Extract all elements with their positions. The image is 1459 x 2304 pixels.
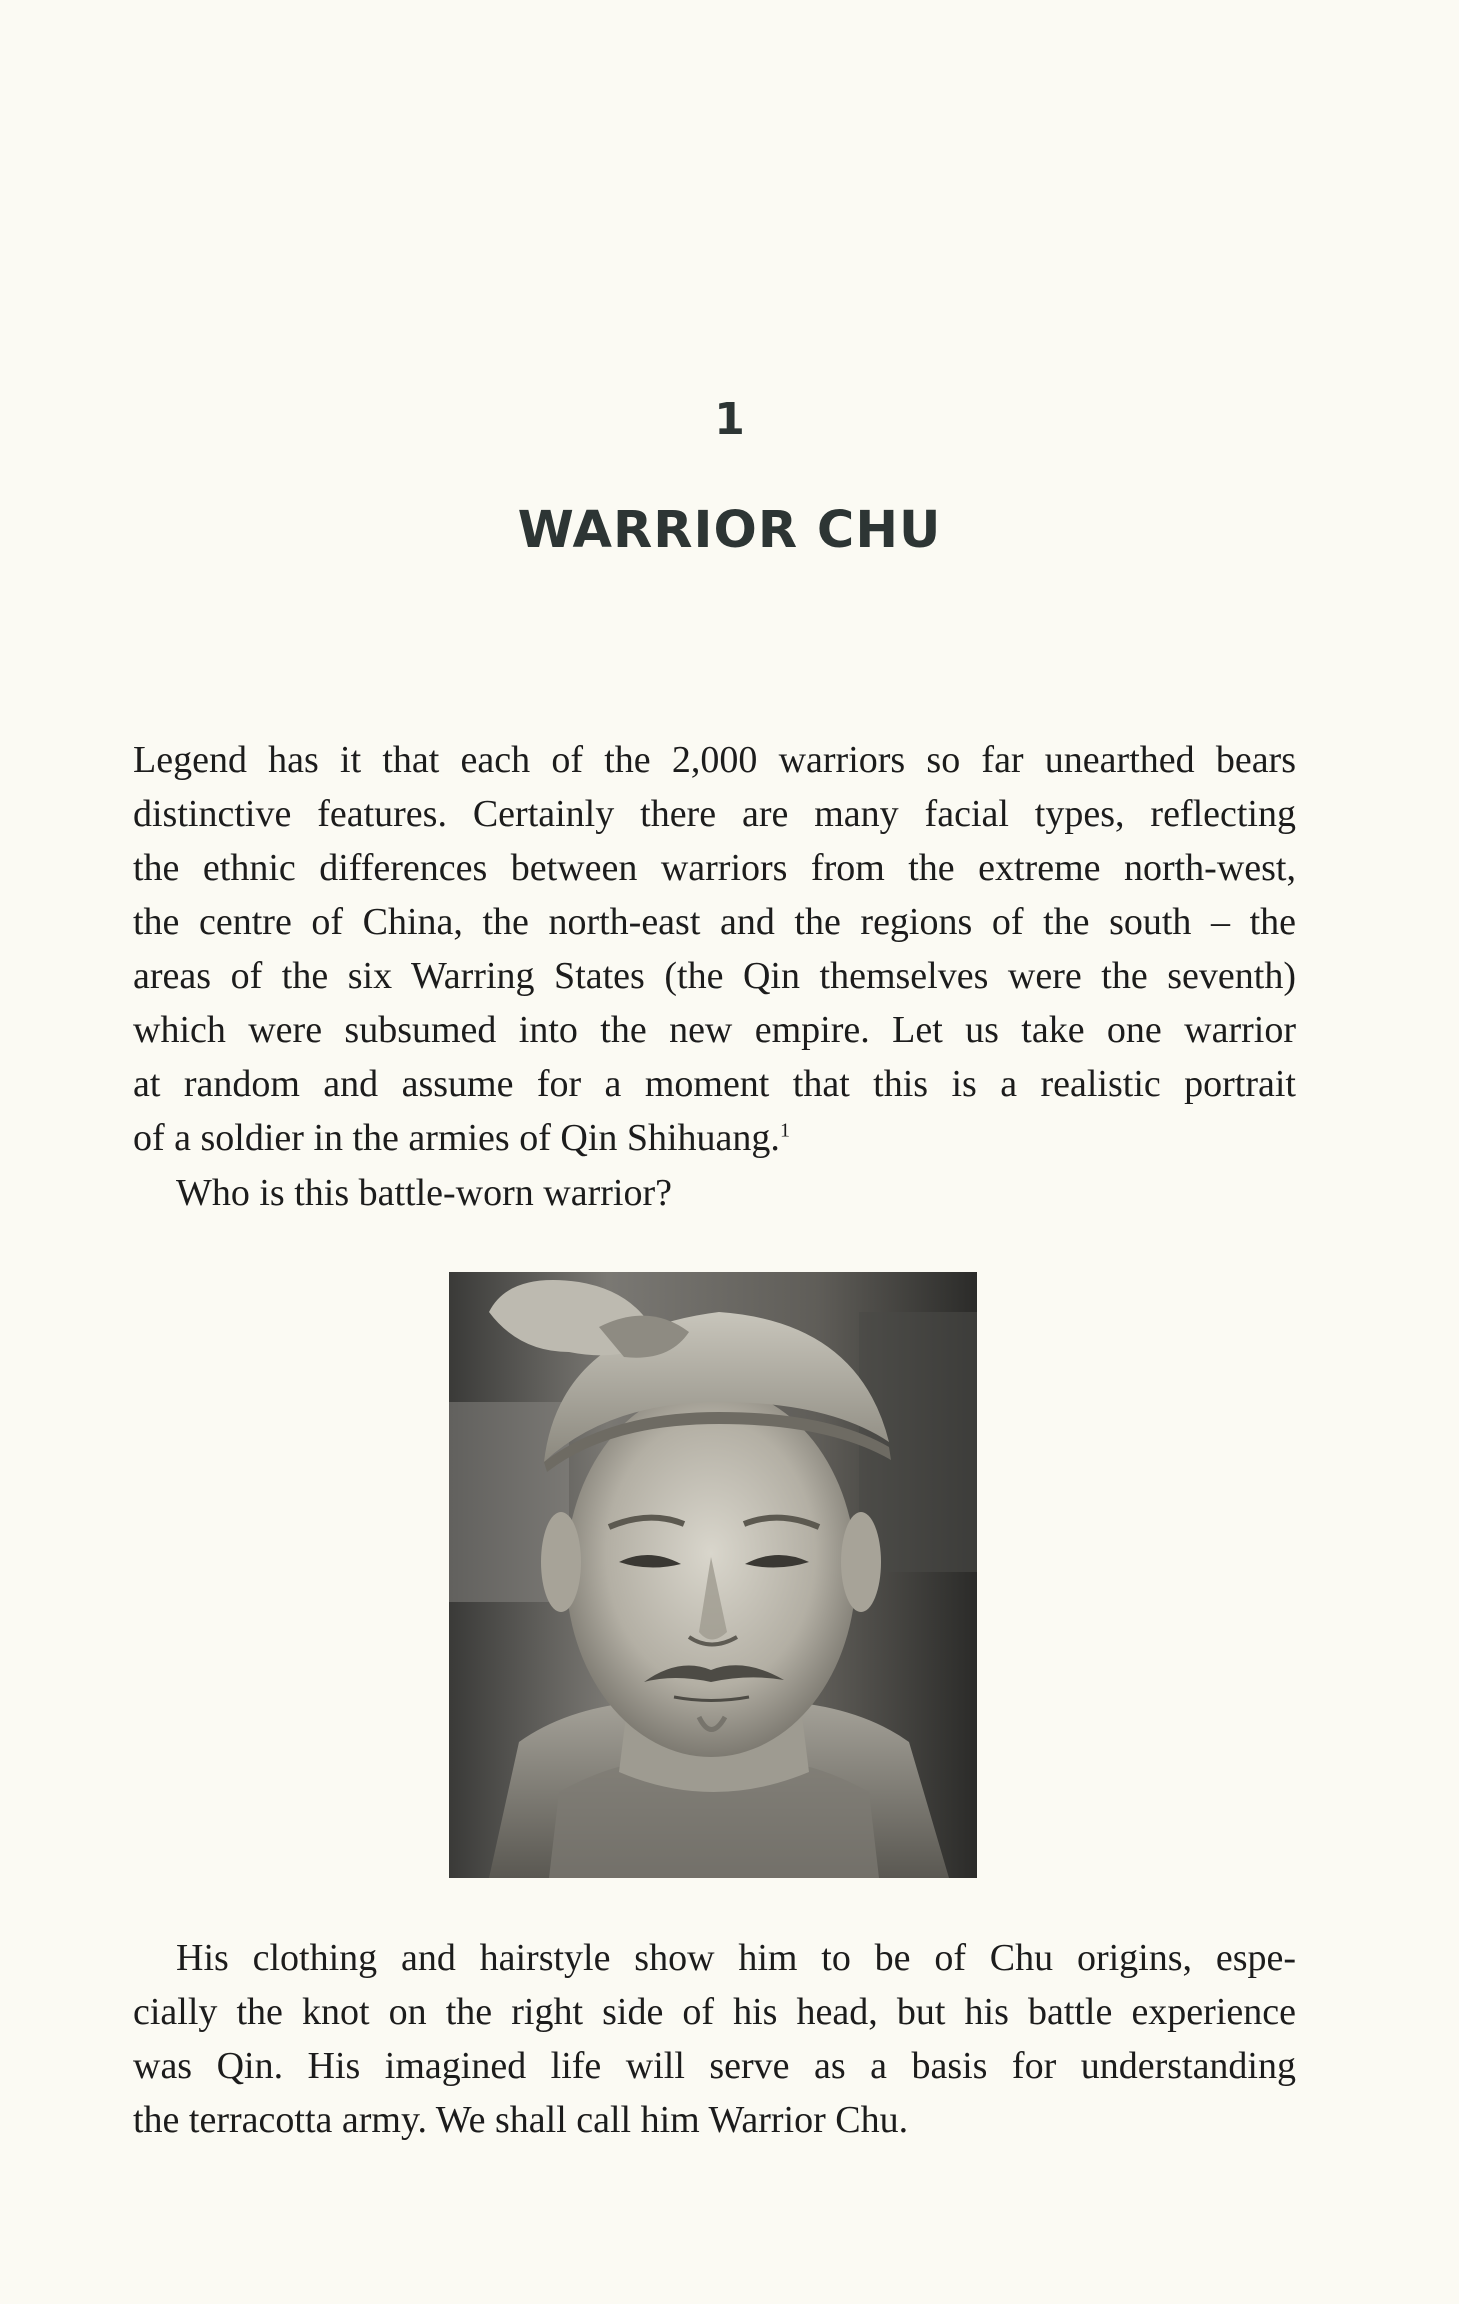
text-line-content: of a soldier in the armies of Qin Shihuang. — [133, 1117, 780, 1159]
text-line: Legend has it that each of the 2,000 warriors so far unearthed bears — [133, 739, 1296, 781]
text-line: at random and assume for a moment that this is a realistic portrait — [133, 1063, 1296, 1105]
text-line: areas of the six Warring States (the Qin themselves were the seventh) — [133, 955, 1296, 997]
text-line: the ethnic differences between warriors from the extreme north-west, — [133, 847, 1296, 889]
paragraph-question — [133, 1166, 1296, 1220]
chapter-title: WARRIOR CHU — [517, 501, 942, 560]
text-line: which were subsumed into the new empire. Let us take one warrior — [133, 1009, 1296, 1051]
text-line: was Qin. His imagined life will serve as a basis for understanding — [133, 2045, 1296, 2087]
text-line: Who is this battle-worn warrior? — [176, 1172, 672, 1214]
text-line: cially the knot on the right side of his head, but his battle experience — [133, 1991, 1296, 2033]
paragraph-conclusion — [133, 1931, 1296, 2147]
text-line — [133, 1111, 1296, 1165]
footnote-marker[interactable]: 1 — [779, 1119, 790, 1142]
chapter-number: 1 — [714, 394, 745, 445]
paragraph-intro — [133, 733, 1296, 1165]
text-line: His clothing and hairstyle show him to be of Chu origins, espe- — [176, 1937, 1296, 1979]
text-line: the terracotta army. We shall call him Warrior Chu. — [133, 2099, 909, 2141]
warrior-photo — [449, 1272, 977, 1878]
text-line: the centre of China, the north-east and the regions of the south – the — [133, 901, 1296, 943]
text-line: distinctive features. Certainly there are many facial types, reflecting — [133, 793, 1296, 835]
